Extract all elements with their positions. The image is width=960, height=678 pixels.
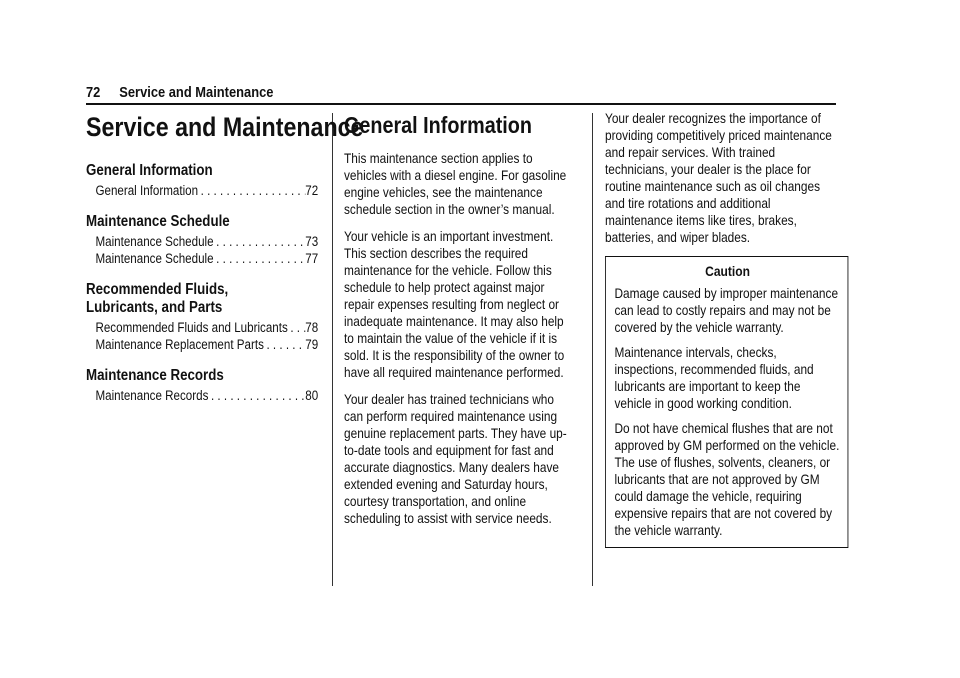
toc-entry[interactable]	[86, 319, 318, 336]
toc-leader	[198, 182, 305, 199]
toc-section-heading: Recommended Fluids, Lubricants, and Parts	[86, 281, 229, 316]
toc-column	[86, 110, 366, 404]
body-paragraph: Your vehicle is an important investment. This section describes the required maintenance for the vehicle. Follow this schedule to help protect against major repair expenses resulting from neglect or inadequate maintenance. It may also help to maintain the value of the vehicle if it is sold. It is the responsibility of the owner to have all required maintenance performed.	[344, 229, 565, 380]
toc-entry[interactable]	[86, 233, 318, 250]
page-header	[86, 84, 273, 101]
dealer-caution-column	[605, 110, 871, 548]
toc-leader	[208, 387, 305, 404]
page-number: 72	[86, 84, 101, 101]
body-paragraph: This maintenance section applies to vehicles with a diesel engine. For gasoline engine vehicles, see the maintenance schedule section in the owner’s manual.	[344, 151, 567, 217]
toc-leader	[214, 250, 306, 267]
toc-entry-page: 73	[305, 234, 319, 249]
toc-section-heading: Maintenance Schedule	[86, 213, 230, 230]
toc-entry[interactable]	[86, 387, 318, 404]
toc-section-heading: Maintenance Records	[86, 367, 224, 384]
toc-entry-page: 80	[305, 388, 319, 403]
toc-entry[interactable]	[86, 336, 318, 353]
chapter-title: Service and Maintenance	[86, 112, 364, 142]
toc-leader	[264, 336, 305, 353]
toc-entry-label: General Information	[95, 183, 199, 198]
body-paragraph: Your dealer has trained technicians who can perform required maintenance using genuine replacement parts. They have up-to-date tools and equipment for fast and accurate diagnostics. Many dealers have extended evening and Saturday hours, courtesy transportation, and online scheduling to assist with service needs.	[344, 392, 567, 526]
caution-paragraph: Do not have chemical flushes that are not approved by GM performed on the vehicle. The use of flushes, solvents, cleaners, or lubricants that are not approved by GM could damage the vehicle, requiring expensive repairs that are not covered by the vehicle warranty.	[614, 421, 840, 538]
body-paragraph: Your dealer recognizes the importance of providing competitively priced maintenance and repair services. With trained technicians, your dealer is the place for routine maintenance such as oil changes and tire rotations and additional maintenance items like tires, brakes, batteries, and wiper blades.	[605, 111, 832, 245]
toc-section	[86, 162, 318, 199]
toc-entry-label: Maintenance Schedule	[95, 251, 214, 266]
toc-entry[interactable]	[86, 250, 318, 267]
running-title: Service and Maintenance	[119, 84, 274, 101]
header-rule	[86, 103, 836, 105]
toc-entry-label: Maintenance Schedule	[95, 234, 214, 249]
toc-section	[86, 367, 318, 404]
toc-entry-label: Maintenance Records	[95, 388, 209, 403]
general-info-column	[344, 110, 610, 537]
toc-entry-label: Recommended Fluids and Lubricants	[95, 320, 288, 335]
toc-entry-page: 72	[305, 183, 319, 198]
toc-entry-page: 78	[305, 320, 319, 335]
toc-leader	[288, 319, 305, 336]
toc-entry-page: 79	[305, 337, 319, 352]
toc-section	[86, 281, 318, 353]
toc-entry[interactable]	[86, 182, 318, 199]
caution-paragraph: Damage caused by improper maintenance can lead to costly repairs and may not be covered by the vehicle warranty.	[614, 286, 839, 335]
toc-entry-page: 77	[305, 251, 319, 266]
caution-box	[605, 256, 848, 548]
section-title: General Information	[344, 112, 532, 138]
toc-section-heading: General Information	[86, 162, 213, 179]
toc-entry-label: Maintenance Replacement Parts	[95, 337, 264, 352]
toc-section	[86, 213, 318, 267]
toc-leader	[214, 233, 306, 250]
caution-title: Caution	[705, 263, 750, 279]
caution-paragraph: Maintenance intervals, checks, inspections, recommended fluids, and lubricants are important to keep the vehicle in good working condition.	[614, 345, 814, 411]
